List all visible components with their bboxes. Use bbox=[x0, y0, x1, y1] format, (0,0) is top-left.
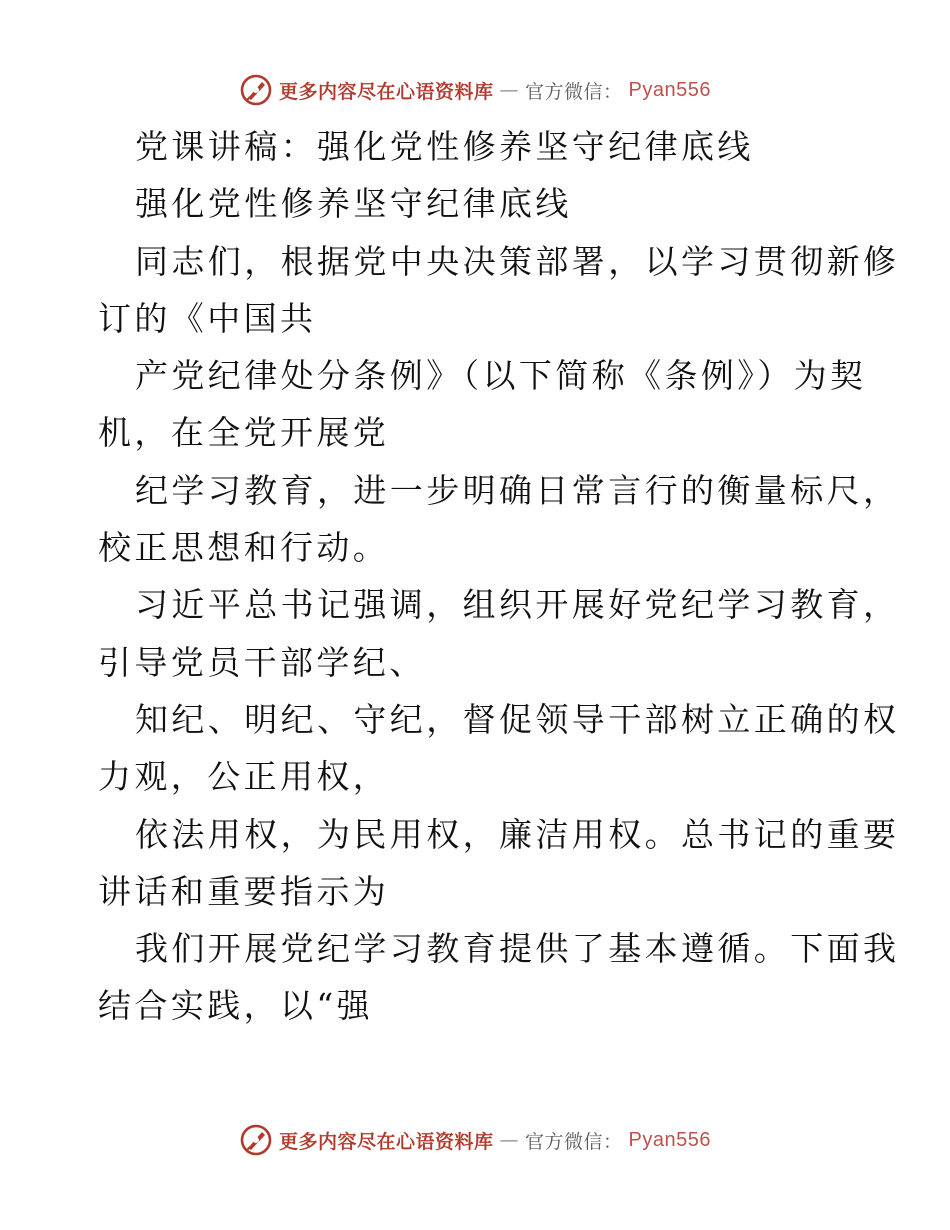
watermark-wechat-label: 官方微信： bbox=[525, 1130, 623, 1153]
watermark-wechat-id: Pyan556 bbox=[628, 1128, 711, 1151]
text-line: 依法用权，为民用权，廉洁用权。总书记的重要 bbox=[135, 814, 900, 854]
document-title: 党课讲稿：强化党性修养坚守纪律底线 bbox=[135, 127, 754, 166]
watermark-main-text: 更多内容尽在心语资料库 bbox=[279, 1130, 494, 1153]
quill-pen-logo-icon bbox=[239, 73, 273, 107]
text-line: 讲话和重要指示为 bbox=[98, 871, 390, 911]
watermark-main-text: 更多内容尽在心语资料库 bbox=[279, 80, 494, 103]
text-line: 力观，公正用权， bbox=[98, 757, 390, 797]
text-line: 校正思想和行动。 bbox=[98, 528, 390, 568]
watermark-wechat-label: 官方微信： bbox=[525, 80, 623, 103]
footer-watermark bbox=[0, 1120, 950, 1160]
watermark-wechat-id: Pyan556 bbox=[628, 78, 711, 101]
text-line: 同志们，根据党中央决策部署，以学习贯彻新修 bbox=[135, 241, 900, 281]
text-line: 纪学习教育，进一步明确日常言行的衡量标尺， bbox=[135, 470, 900, 510]
quill-pen-logo-icon bbox=[239, 1123, 273, 1157]
text-line: 强化党性修养坚守纪律底线 bbox=[135, 184, 572, 224]
watermark-separator: — bbox=[499, 79, 520, 101]
document-body bbox=[98, 118, 900, 1035]
text-line: 引导党员干部学纪、 bbox=[98, 642, 426, 682]
text-line: 我们开展党纪学习教育提供了基本遵循。下面我 bbox=[135, 929, 900, 969]
text-line: 机，在全党开展党 bbox=[98, 413, 390, 453]
text-line: 产党纪律处分条例》（以下简称《条例》）为契 bbox=[135, 356, 867, 396]
text-line: 知纪、明纪、守纪，督促领导干部树立正确的权 bbox=[135, 699, 900, 739]
watermark-separator: — bbox=[499, 1129, 520, 1151]
text-line: 习近平总书记强调，组织开展好党纪学习教育， bbox=[135, 585, 900, 625]
header-watermark bbox=[0, 70, 950, 110]
text-line: 结合实践，以“强 bbox=[98, 986, 374, 1026]
text-line: 订的《中国共 bbox=[98, 298, 317, 338]
